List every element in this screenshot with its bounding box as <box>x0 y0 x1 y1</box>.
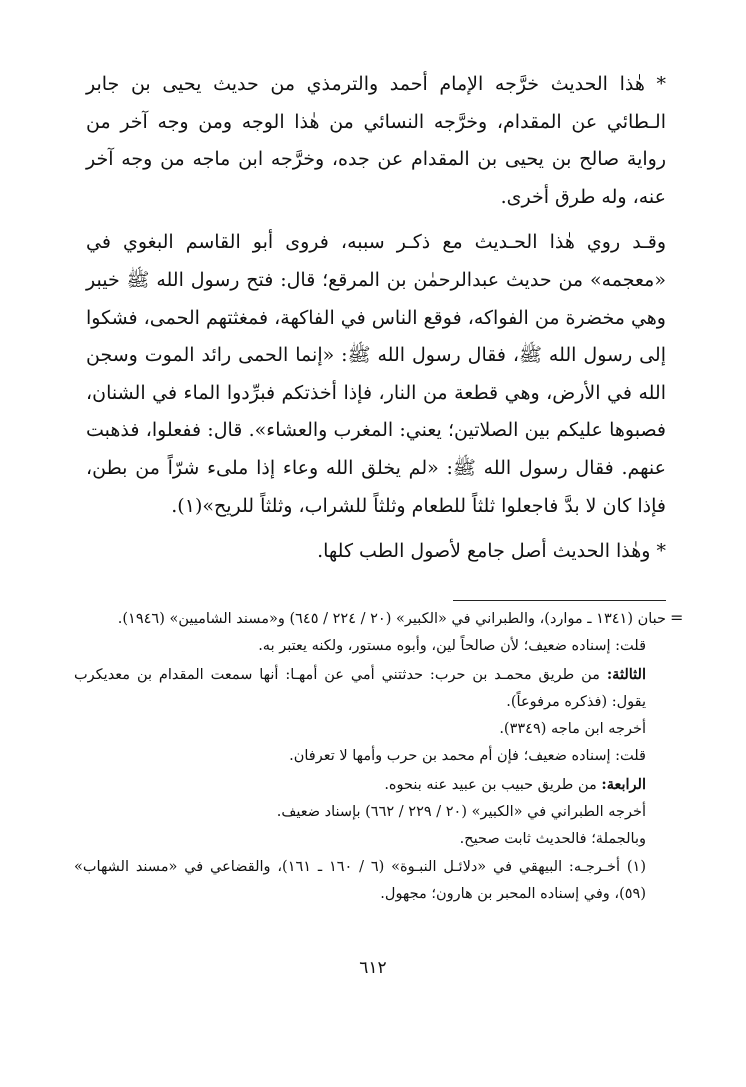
footnote-label: الرابعة: <box>601 775 646 793</box>
paragraph-3: * وهٰذا الحديث أصل جامع لأصول الطب كلها. <box>317 540 666 563</box>
footnote-line: وبالجملة؛ فالحديث ثابت صحيح. <box>459 831 646 848</box>
footnote-line: حبان (١٣٤١ ـ موارد)، والطبراني في «الكبير» (٢٠ / ٢٢٤ / ٦٤٥) و«مسند الشاميين» (١٩٤٦). <box>117 611 666 627</box>
main-text <box>86 66 666 571</box>
page-number: ٦١٢ <box>359 958 387 978</box>
footnote-1: (١) أخـرجـه: البيهقي في «دلائـل النبـوة» (٦ / ١٦٠ ـ ١٦١)، والقضاعي في «مسند الشهاب» (٥٩)، وفي إسناده المحبر بن هارون؛ مجهول. <box>74 858 646 902</box>
footnote-line <box>74 771 666 799</box>
footnote-line: قلت: إسناده ضعيف؛ لأن صالحاً لين، وأبوه مستور، ولكنه يعتبر به. <box>258 638 646 655</box>
footnote-line: أخرجه الطبراني في «الكبير» (٢٠ / ٢٢٩ / ٦٦٢) بإسناد ضعيف. <box>276 804 646 821</box>
paragraph-1: * هٰذا الحديث خرَّجه الإمام أحمد والترمذي من حديث يحيى بن جابر الـطائي عن المقدام، وخرَّجه النسائي من هٰذا الوجه ومن وجه آخر من رواية صالح بن يحيى بن المقدام عن جده، وخرَّجه ابن ماجه من وجه آخر عنه، وله طرق أخرى. <box>86 73 666 208</box>
footnote-separator <box>453 600 666 601</box>
footnote-line: قلت: إسناده ضعيف؛ فإن أم محمد بن حرب وأمها لا تعرفان. <box>289 748 646 765</box>
footnote-line: أخرجه ابن ماجه (٣٣٤٩). <box>499 721 646 738</box>
footnotes <box>74 606 666 908</box>
footnote-label: الثالثة: <box>606 665 646 683</box>
footnote-line <box>74 661 666 717</box>
footnote-continuation-mark: = <box>670 608 684 627</box>
paragraph-2: وقـد روي هٰذا الحـديث مع ذكـر سببه، فروى أبو القاسم البغوي في «معجمه» من حديث عبدالرحمٰن بن المرقع؛ قال: فتح رسول الله ﷺ خيبر وهي مخضرة من الفواكه، فوقع الناس في الفاكهة، فمغثتهم الحمى، فشكوا إلى رسول الله ﷺ، فقال رسول الله ﷺ: «إنما الحمى رائد الموت وسجن الله في الأرض، وهي قطعة من النار، فإذا أخذتكم فبرِّدوا الماء في الشنان، فصبوها عليكم بين الصلاتين؛ يعني: المغرب والعشاء». قال: ففعلوا، فذهبت عنهم. فقال رسول الله ﷺ: «لم يخلق الله وعاء إذا ملىء شرّاً من بطن، فإذا كان لا بدَّ فاجعلوا ثلثاً للطعام وثلثاً للشراب، وثلثاً للريح»(١). <box>86 231 666 517</box>
footnote-text: من طريق محمـد بن حرب: حدثتني أمي عن أمهـا: أنها سمعت المقدام بن معديكرب يقول: (فذكره مرفوعاً). <box>74 666 646 710</box>
footnote-text: من طريق حبيب بن عبيد عنه بنحوه. <box>384 776 602 793</box>
